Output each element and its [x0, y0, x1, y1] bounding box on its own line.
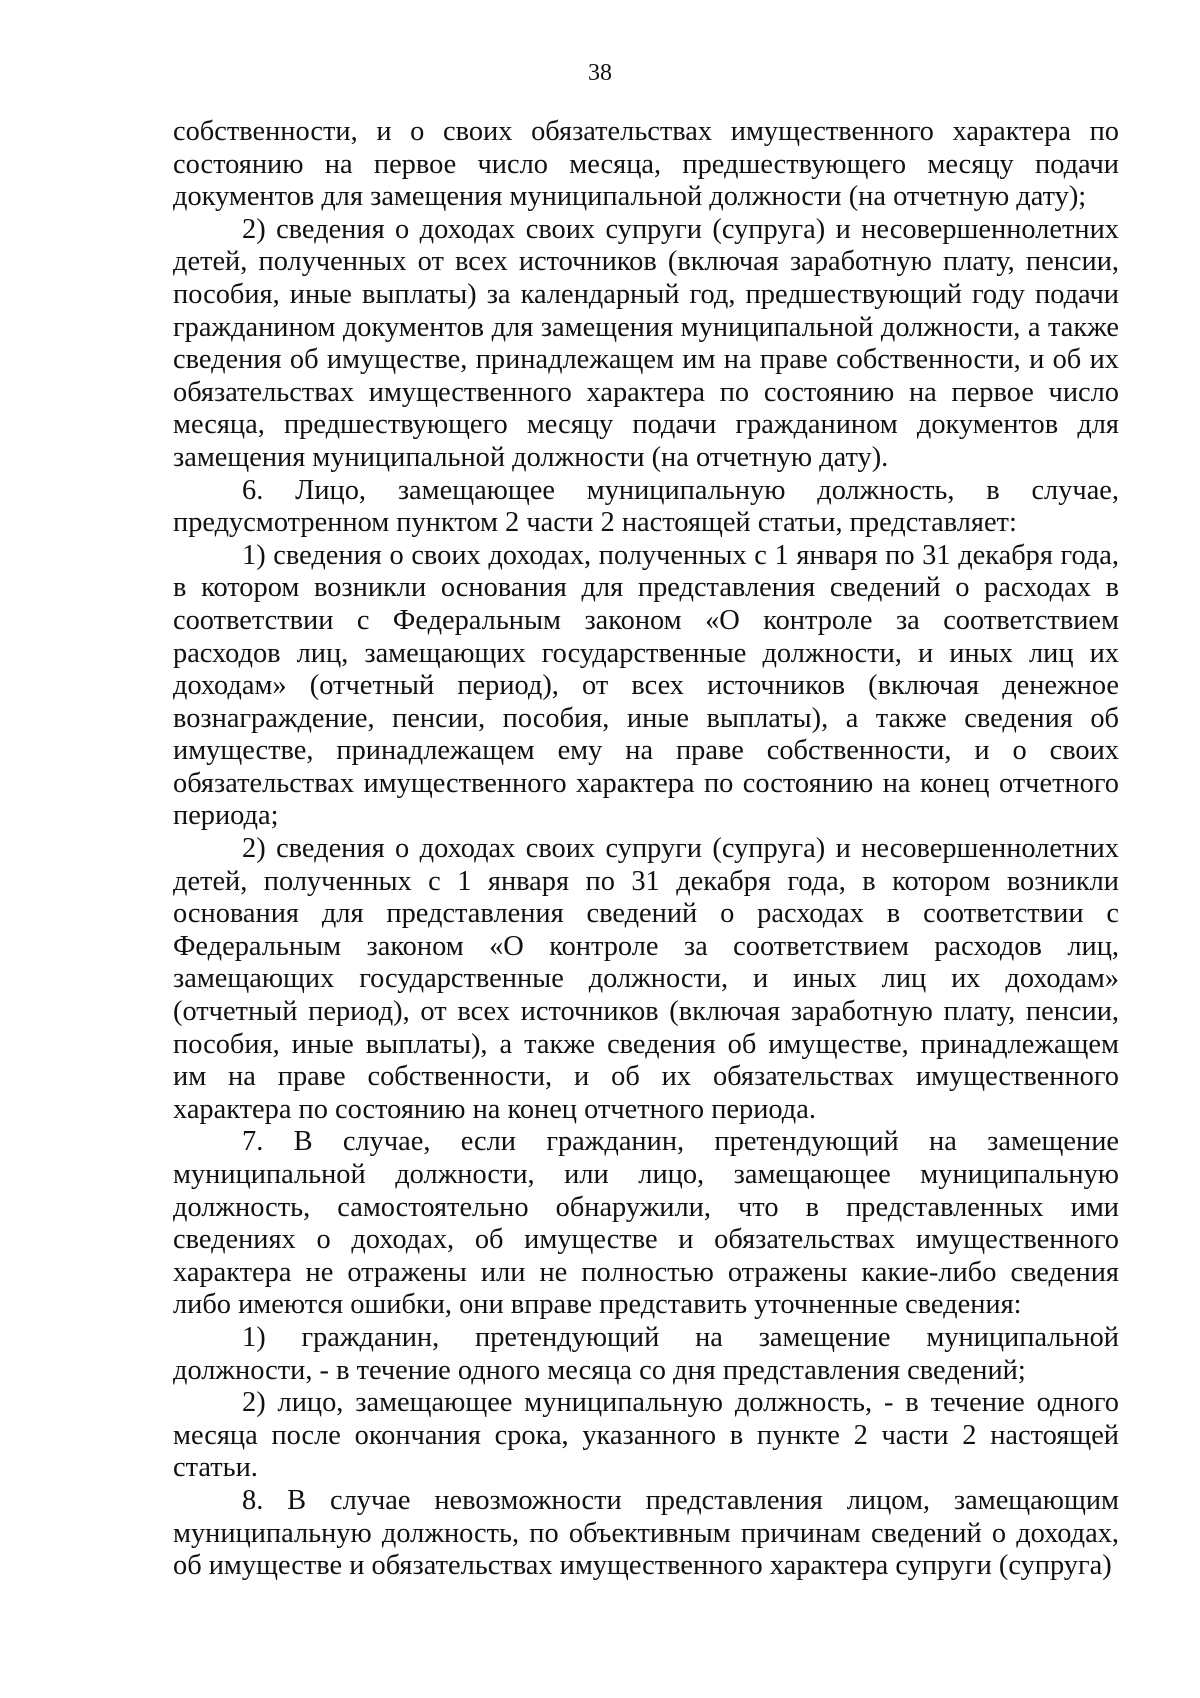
paragraph-continuation: собственности, и о своих обязательствах имущественного характера по состоянию на первое число месяца, предшествующего месяцу подачи документов для замещения муниципальной должности (на отчетную дату); [173, 116, 1119, 213]
page-number: 38 [588, 60, 612, 86]
paragraph-item-6-1: 1) сведения о своих доходах, полученных с 1 января по 31 декабря года, в котором возникли основания для представления сведений о расходах в соответствии с Федеральным законом «О контроле за соответствием расходов лиц, замещающих государственные должности, и иных лиц их доходам» (отчетный период), от всех источников (включая денежное вознаграждение, пенсии, пособия, иные выплаты), а также сведения об имуществе, принадлежащем ему на праве собственности, и о своих обязательствах имущественного характера по состоянию на конец отчетного периода; [173, 539, 1119, 832]
paragraph-section-7: 7. В случае, если гражданин, претендующий на замещение муниципальной должности, или лицо, замещающее муниципальную должность, самостоятельно обнаружили, что в представленных ими сведениях о доходах, об имуществе и обязательствах имущественного характера не отражены или не полностью отражены какие-либо сведения либо имеются ошибки, они вправе представить уточненные сведения: [173, 1126, 1119, 1321]
paragraph-section-6: 6. Лицо, замещающее муниципальную должность, в случае, предусмотренном пунктом 2 части 2 настоящей статьи, представляет: [173, 474, 1119, 539]
paragraph-item-7-1: 1) гражданин, претендующий на замещение муниципальной должности, - в течение одного месяца со дня представления сведений; [173, 1321, 1119, 1386]
paragraph-item-6-2: 2) сведения о доходах своих супруги (супруга) и несовершеннолетних детей, полученных с 1 января по 31 декабря года, в котором возникли основания для представления сведений о расходах в соответствии с Федеральным законом «О контроле за соответствием расходов лиц, замещающих государственные должности, и иных лиц их доходам» (отчетный период), от всех источников (включая заработную плату, пенсии, пособия, иные выплаты), а также сведения об имуществе, принадлежащем им на праве собственности, и об их обязательствах имущественного характера по состоянию на конец отчетного периода. [173, 833, 1119, 1125]
paragraph-section-8: 8. В случае невозможности представления лицом, замещающим муниципальную должность, по объективным причинам сведений о доходах, об имуществе и обязательствах имущественного характера супруги (супруга) [173, 1484, 1119, 1582]
paragraph-item-5-2: 2) сведения о доходах своих супруги (супруга) и несовершеннолетних детей, полученных от всех источников (включая заработную плату, пенсии, пособия, иные выплаты) за календарный год, предшествующий году подачи гражданином документов для замещения муниципальной должности, а также сведения об имуществе, принадлежащем им на праве собственности, и об их обязательствах имущественного характера по состоянию на первое число месяца, предшествующего месяцу подачи гражданином документов для замещения муниципальной должности (на отчетную дату). [173, 213, 1119, 473]
paragraph-item-7-2: 2) лицо, замещающее муниципальную должность, - в течение одного месяца после окончания срока, указанного в пункте 2 части 2 настоящей статьи. [173, 1387, 1119, 1484]
document-body [173, 116, 1119, 1583]
